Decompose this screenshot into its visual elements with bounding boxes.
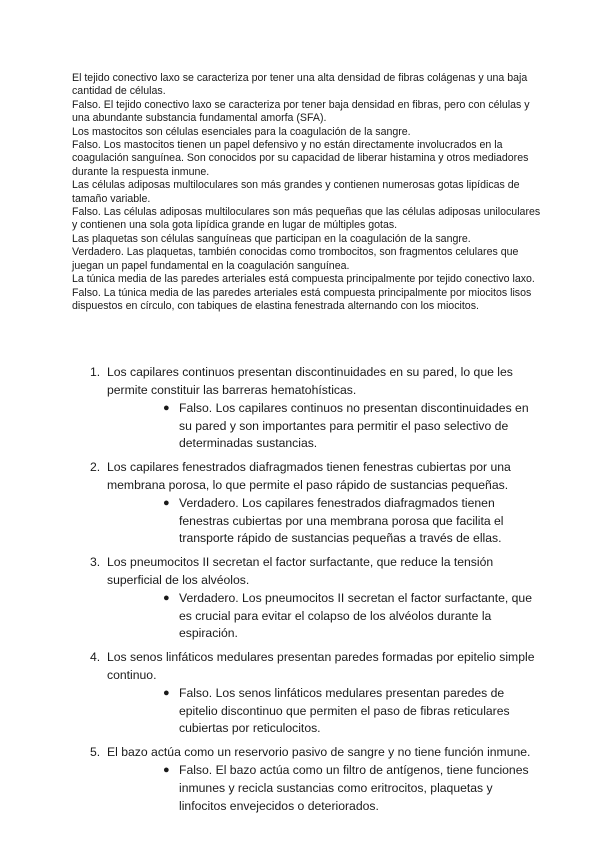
list-item — [72, 364, 542, 453]
intro-statement: La túnica media de las paredes arteriales está compuesta principalmente por tejido conectivo laxo. — [72, 273, 535, 286]
list-item — [72, 554, 542, 643]
list-number: 1. — [90, 365, 101, 379]
list-item — [72, 459, 542, 548]
list-subitem — [107, 400, 542, 453]
intro-statement: Las plaquetas son células sanguíneas que participan en la coagulación de la sangre. — [72, 232, 471, 245]
list-subitem — [107, 590, 542, 643]
list-question: El bazo actúa como un reservorio pasivo de sangre y no tiene función inmune. — [107, 744, 531, 759]
bullet-icon: ● — [163, 592, 170, 605]
list-number: 5. — [90, 744, 101, 759]
list-question: Los senos linfáticos medulares presentan paredes formadas por epitelio simple continuo. — [107, 649, 535, 682]
intro-answer: Falso. La túnica media de las paredes arteriales está compuesta principalmente por miocitos lisos dispuestos en círculo, con tabiques de elastina fenestrada alternando con los miocitos. — [72, 286, 532, 312]
numbered-list — [72, 364, 542, 821]
list-question: Los pneumocitos II secretan el factor surfactante, que reduce la tensión superficial de los alvéolos. — [107, 554, 494, 587]
intro-statement: El tejido conectivo laxo se caracteriza por tener una alta densidad de fibras colágenas y una baja cantidad de células. — [72, 72, 528, 98]
intro-answer: Falso. Las células adiposas multiloculares son más pequeñas que las células adiposas uniloculares y contienen una sola gota lipídica grande en lugar de múltiples gotas. — [72, 206, 541, 232]
bullet-icon: ● — [163, 402, 170, 415]
intro-answer: Falso. El tejido conectivo laxo se caracteriza por tener baja densidad en fibras, pero con células y una abundante substancia fundamental amorfa (SFA). — [72, 98, 530, 125]
list-answer: Falso. Los capilares continuos no presentan discontinuidades en su pared y son importantes para permitir el paso selectivo de determinadas sustancias. — [179, 401, 529, 451]
list-answer: Falso. El bazo actúa como un filtro de antígenos, tiene funciones inmunes y recicla sustancias como eritrocitos, plaquetas y linfocitos envejecidos o deteriorados. — [179, 763, 529, 813]
list-item — [72, 744, 542, 815]
list-answer: Falso. Los senos linfáticos medulares presentan paredes de epitelio discontinuo que permiten el paso de fibras reticulares cubiertas por reticulocitos. — [179, 686, 510, 736]
list-number: 3. — [90, 554, 101, 569]
list-number: 4. — [90, 649, 101, 664]
list-question: Los capilares fenestrados diafragmados tienen fenestras cubiertas por una membrana porosa, lo que permite el paso rápido de sustancias pequeñas. — [107, 459, 511, 492]
list-question: Los capilares continuos presentan discontinuidades en su pared, lo que les permite constituir las barreras hematohísticas. — [107, 365, 513, 397]
intro-paragraphs — [72, 72, 542, 313]
list-subitem — [107, 495, 542, 548]
bullet-icon: ● — [163, 764, 170, 777]
intro-statement: Las células adiposas multiloculares son más grandes y contienen numerosas gotas lipídicas de tamaño variable. — [72, 179, 520, 205]
bullet-icon: ● — [163, 497, 170, 510]
list-number: 2. — [90, 459, 101, 474]
list-answer: Verdadero. Los pneumocitos II secretan el factor surfactante, que es crucial para evitar el colapso de los alvéolos durante la espiración. — [179, 591, 532, 641]
list-subitem — [107, 762, 542, 815]
intro-statement: Los mastocitos son células esenciales para la coagulación de la sangre. — [72, 125, 411, 138]
list-subitem — [107, 685, 542, 738]
bullet-icon: ● — [163, 687, 170, 700]
intro-answer: Verdadero. Las plaquetas, también conocidas como trombocitos, son fragmentos celulares que juegan un papel fundamental en la coagulación sanguínea. — [72, 246, 519, 272]
intro-answer: Falso. Los mastocitos tienen un papel defensivo y no están directamente involucrados en la coagulación sanguínea. Son conocidos por su capacidad de liberar histamina y otros mediadores durante la respuesta inmune. — [72, 139, 529, 178]
list-answer: Verdadero. Los capilares fenestrados diafragmados tienen fenestras cubiertas por una membrana porosa que facilita el transporte rápido de sustancias pequeñas a través de ellas. — [179, 496, 504, 546]
list-item — [72, 649, 542, 738]
